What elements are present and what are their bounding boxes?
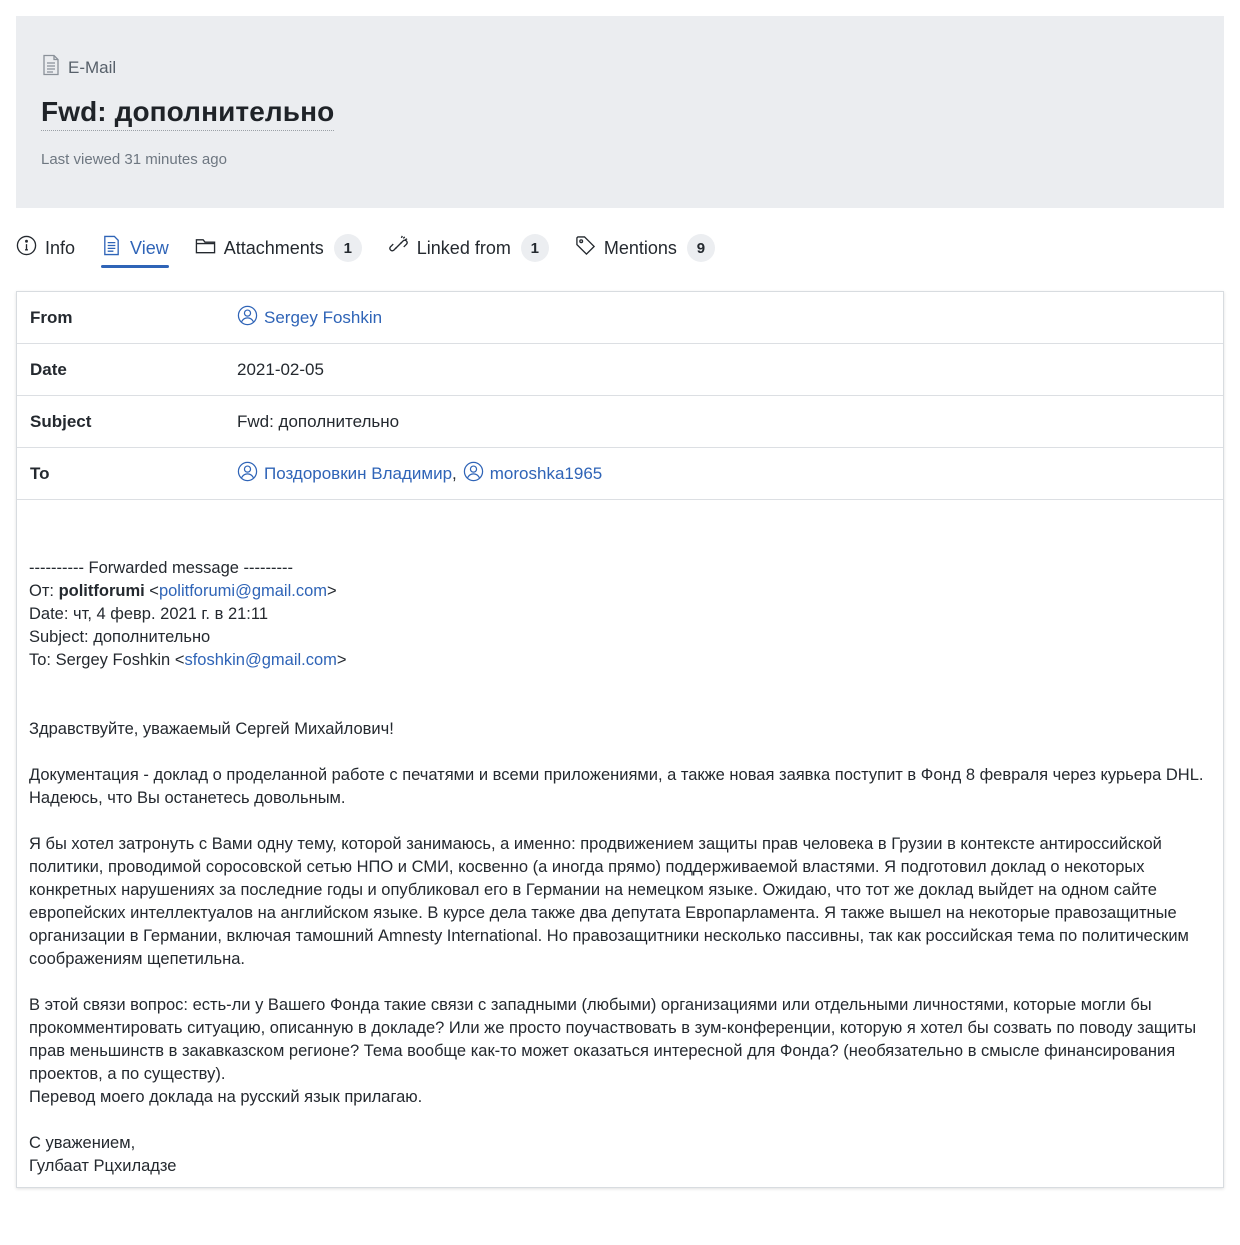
doc-type — [42, 54, 116, 81]
tab-linked-from[interactable] — [388, 226, 549, 270]
paragraph-3: В этой связи вопрос: есть-ли у Вашего Фонда такие связи с западными (любыми) организациями или отдельными личностями, которые могли бы прокомментировать ситуацию, описанную в докладе? Или же просто поучаствовать в зум-конференции, которую я хотел бы созвать по поводу защиты прав меньшинств в закавказском регионе? Тема вообще как-то может оказаться интересной для Фонда? (необязательно в смысле финансирования проектов, а по существу). — [29, 996, 1197, 1083]
sender-link[interactable] — [237, 305, 382, 331]
date-label: Date — [30, 359, 67, 379]
link-icon — [388, 235, 409, 261]
forwarded-recipient-email-link[interactable]: sfoshkin@gmail.com — [184, 651, 337, 669]
tab-bar — [16, 226, 741, 270]
email-document-icon — [42, 54, 60, 81]
forwarded-subject-line: Subject: дополнительно — [29, 628, 211, 646]
to-value — [237, 461, 602, 487]
date-value: 2021-02-05 — [237, 359, 324, 379]
recipient-link[interactable] — [463, 461, 602, 487]
linked-from-count-badge: 1 — [521, 234, 549, 262]
email-card — [16, 291, 1224, 1188]
forwarded-header: ---------- Forwarded message --------- — [29, 559, 293, 577]
from-label: From — [30, 307, 73, 327]
meta-row-date — [17, 344, 1223, 396]
closing: С уважением, — [29, 1134, 136, 1152]
to-label: To — [30, 463, 50, 483]
last-viewed: Last viewed 31 minutes ago — [41, 151, 227, 168]
forwarded-date-line: Date: чт, 4 февр. 2021 г. в 21:11 — [29, 605, 269, 623]
document-icon — [101, 235, 122, 261]
sender-name: Sergey Foshkin — [264, 307, 383, 327]
mentions-count-badge: 9 — [687, 234, 715, 262]
tab-attachments-label: Attachments — [223, 237, 324, 258]
forwarded-sender-email-link[interactable]: politforumi@gmail.com — [158, 582, 327, 600]
person-icon — [463, 461, 484, 487]
greeting: Здравствуйте, уважаемый Сергей Михайлович! — [29, 720, 394, 738]
forwarded-from-line: От: politforumi <politforumi@gmail.com> — [29, 582, 337, 600]
tab-view[interactable] — [101, 226, 169, 270]
attachments-count-badge: 1 — [334, 234, 362, 262]
person-icon — [237, 461, 258, 487]
signature: Гулбаат Рцхиладзе — [29, 1157, 177, 1175]
recipient-name: moroshka1965 — [489, 463, 603, 483]
tab-attachments[interactable] — [195, 226, 362, 270]
paragraph-3b: Перевод моего доклада на русский язык прилагаю. — [29, 1088, 423, 1106]
recipient-name: Поздоровкин Владимир — [264, 463, 453, 483]
subject-value: Fwd: дополнительно — [237, 411, 400, 431]
person-icon — [237, 305, 258, 331]
recipient-link[interactable] — [237, 461, 452, 487]
tab-view-label: View — [130, 237, 169, 258]
doc-type-label: E-Mail — [68, 57, 117, 77]
recipient-separator: , — [452, 463, 457, 483]
paragraph-2: Я бы хотел затронуть с Вами одну тему, которой занимаюсь, а именно: продвижением защиты прав человека в Грузии в контексте антироссийской политики, проводимой соросовской сетью НПО и СМИ, косвенно (а иногда прямо) поддерживаемой властями. Я подготовил доклад о некоторых конкретных нарушениях за последние годы и опубликовал его в Германии на немецком языке. Ожидаю, что тот же доклад выйдет на одном сайте европейских интеллектуалов на английском языке. В курсе дела также два депутата Европарламента. Я также вышел на некоторые правозащитные организации в Германии, включая тамошний Amnesty International. Но правозащитники несколько пассивны, так как российская тема по политическим соображениям щепетильна. — [29, 835, 1189, 968]
tab-mentions-label: Mentions — [603, 237, 677, 258]
email-body — [29, 557, 1209, 1178]
meta-row-to — [17, 448, 1223, 500]
tag-icon — [575, 235, 596, 261]
subject-label: Subject — [30, 411, 92, 431]
tab-linked-from-label: Linked from — [416, 237, 511, 258]
meta-row-from — [17, 292, 1223, 344]
forwarded-sender-name: politforumi — [58, 582, 145, 600]
tab-mentions[interactable] — [575, 226, 715, 270]
folder-icon — [195, 235, 216, 261]
page-title: Fwd: дополнительно — [41, 96, 334, 131]
tab-info[interactable] — [16, 226, 75, 270]
header-panel — [16, 16, 1224, 208]
paragraph-1: Документация - доклад о проделанной работе с печатями и всеми приложениями, а также новая заявка поступит в Фонд 8 февраля через курьера DHL. Надеюсь, что Вы останетесь довольным. — [29, 766, 1204, 807]
from-value — [237, 305, 382, 331]
tab-info-label: Info — [45, 237, 76, 258]
forwarded-to-line: To: Sergey Foshkin <sfoshkin@gmail.com> — [29, 651, 347, 669]
info-icon — [16, 235, 37, 261]
meta-row-subject — [17, 396, 1223, 448]
